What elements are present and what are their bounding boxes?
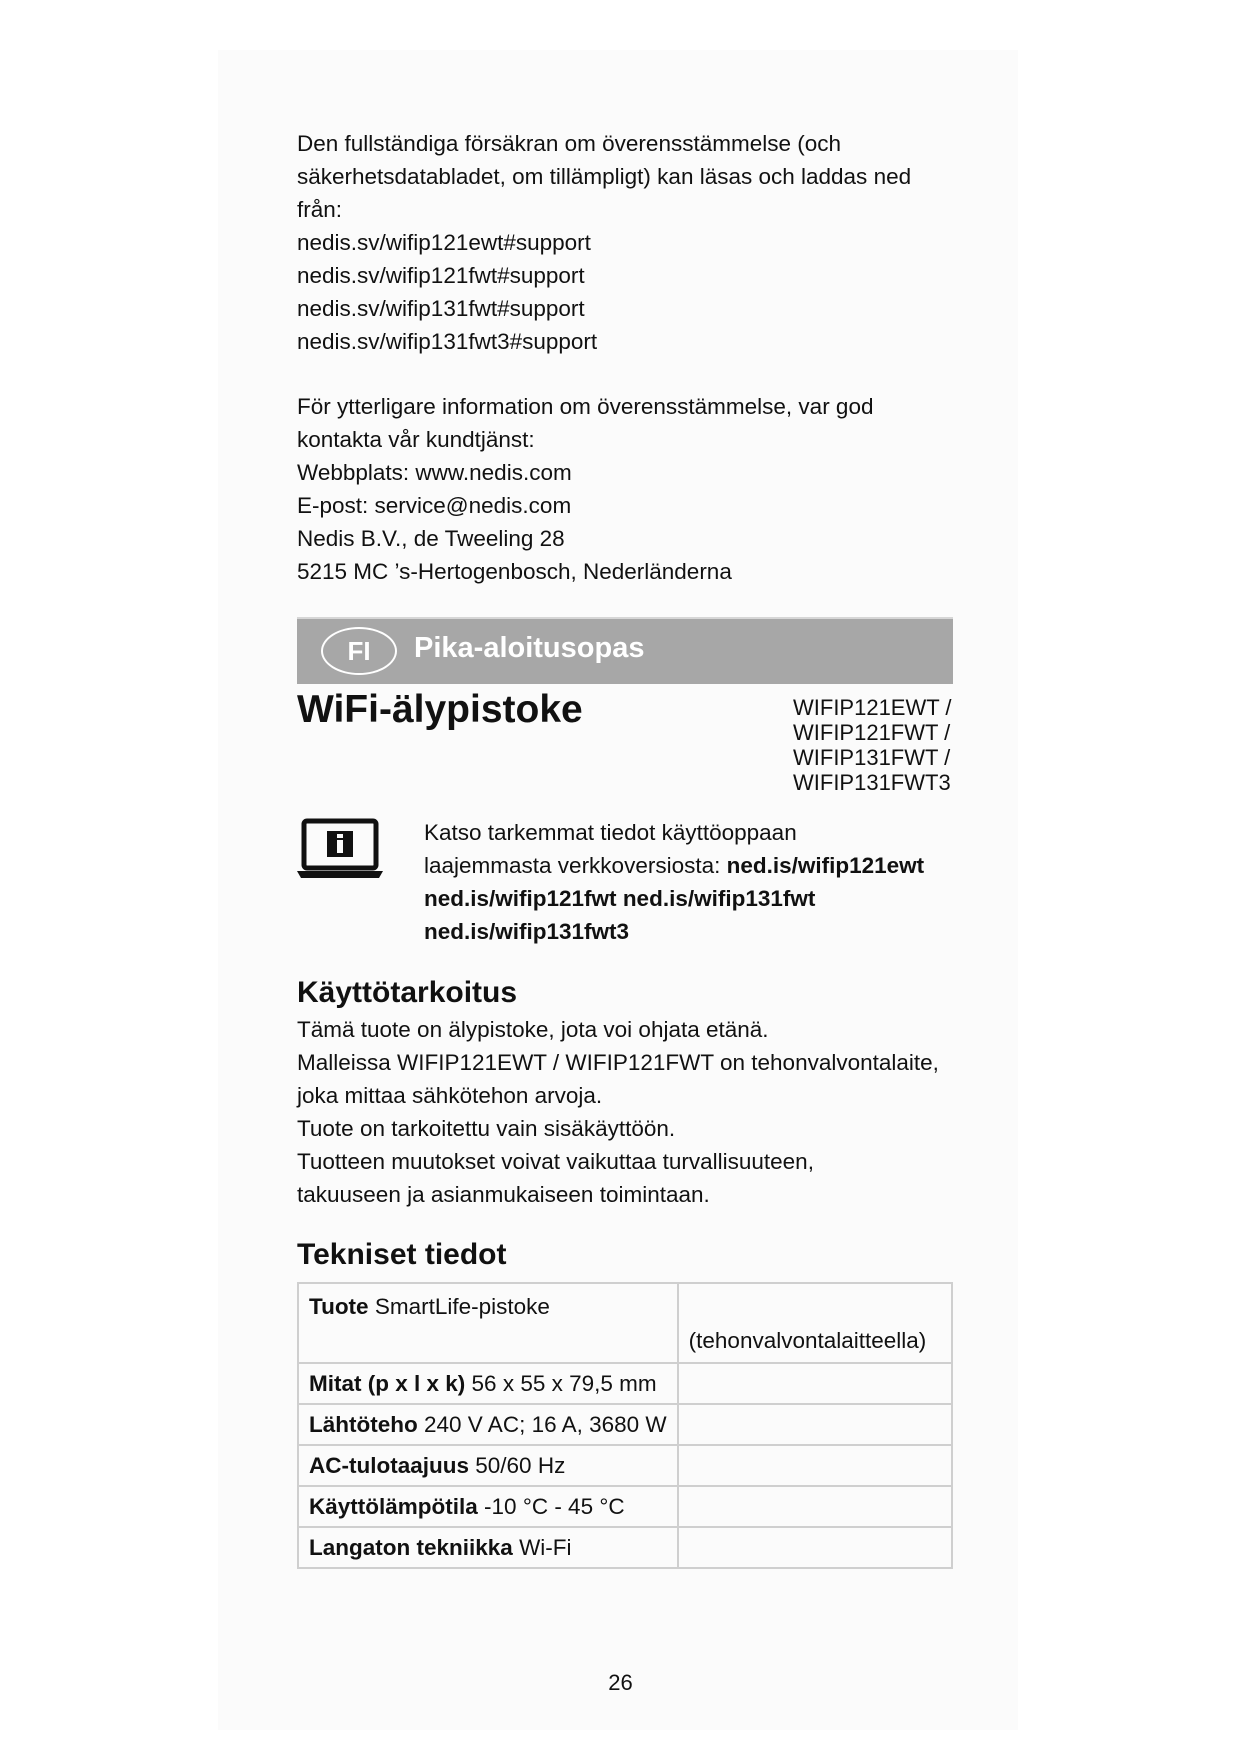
text-line: Tämä tuote on älypistoke, jota voi ohjata etänä. [297, 1017, 769, 1042]
spec-value: 50/60 Hz [475, 1452, 566, 1478]
specs-heading: Tekniset tiedot [297, 1238, 507, 1271]
spec-extra-cell [678, 1404, 952, 1445]
spec-cell [298, 1404, 678, 1445]
text-line [424, 882, 964, 915]
text-line: Katso tarkemmat tiedot käyttöoppaan [424, 820, 797, 845]
text-fragment: laajemmasta verkkoversiosta: [424, 853, 727, 878]
spec-value: 240 V AC; 16 A, 3680 W [424, 1411, 667, 1437]
spec-label: Tuote [309, 1294, 369, 1319]
model-number: WIFIP131FWT / [793, 745, 951, 770]
text-line: Malleissa WIFIP121EWT / WIFIP121FWT on tehonvalvontalaite, [297, 1050, 939, 1075]
address-line: Nedis B.V., de Tweeling 28 [297, 526, 565, 551]
support-link[interactable]: nedis.sv/wifip121fwt#support [297, 263, 585, 288]
purpose-paragraph [297, 1013, 957, 1211]
product-title: WiFi-älypistoke [297, 688, 583, 731]
address-line: 5215 MC ’s-Hertogenbosch, Nederländerna [297, 559, 732, 584]
spec-extra-cell [678, 1486, 952, 1527]
email-line[interactable]: E-post: service@nedis.com [297, 493, 572, 518]
manual-link[interactable]: ned.is/wifip131fwt3 [424, 919, 630, 944]
spec-extra-cell [678, 1363, 952, 1404]
model-list [793, 695, 952, 795]
table-row [298, 1404, 952, 1445]
text-line [424, 915, 964, 948]
language-badge: FI [321, 627, 397, 675]
text-line [424, 849, 964, 882]
text-line: Tuote on tarkoitettu vain sisäkäyttöön. [297, 1116, 676, 1141]
spec-cell [298, 1363, 678, 1404]
support-link[interactable]: nedis.sv/wifip131fwt#support [297, 296, 585, 321]
spec-extra-cell [678, 1527, 952, 1568]
table-row [298, 1363, 952, 1404]
table-row [298, 1445, 952, 1486]
support-link[interactable]: nedis.sv/wifip121ewt#support [297, 230, 591, 255]
table-row [298, 1486, 952, 1527]
model-number: WIFIP121FWT / [793, 720, 951, 745]
spec-label: Lähtöteho [309, 1411, 418, 1437]
spec-value: 56 x 55 x 79,5 mm [471, 1370, 657, 1396]
banner-title: Pika-aloitusopas [414, 632, 645, 664]
model-number: WIFIP121EWT / [793, 695, 952, 720]
support-link[interactable]: nedis.sv/wifip131fwt3#support [297, 329, 598, 354]
page-number: 26 [608, 1670, 633, 1695]
spec-cell [298, 1445, 678, 1486]
spec-label: AC-tulotaajuus [309, 1452, 469, 1478]
spec-value: SmartLife-pistoke [374, 1294, 550, 1319]
spec-label: Käyttölämpötila [309, 1493, 478, 1519]
spec-value: Wi-Fi [519, 1534, 572, 1560]
contact-paragraph [297, 390, 957, 588]
manual-link[interactable]: ned.is/wifip121ewt [726, 853, 925, 878]
text-line: För ytterligare information om överensstämmelse, var god [297, 394, 874, 419]
text-line: takuuseen ja asianmukaiseen toimintaan. [297, 1182, 710, 1207]
text-line: Tuotteen muutokset voivat vaikuttaa turvallisuuteen, [297, 1149, 814, 1174]
spec-label: Mitat (p x l x k) [309, 1370, 466, 1396]
online-manual-note [424, 816, 964, 948]
specs-table [297, 1282, 953, 1569]
manual-link[interactable]: ned.is/wifip121fwt [424, 886, 617, 911]
text-line: säkerhetsdatabladet, om tillämpligt) kan läsas och laddas ned [297, 164, 912, 189]
model-number: WIFIP131FWT3 [793, 770, 951, 795]
text-line: kontakta vår kundtjänst: [297, 427, 535, 452]
spec-label: Langaton tekniikka [309, 1534, 513, 1560]
text-line: från: [297, 197, 343, 222]
text-line: Den fullständiga försäkran om överensstämmelse (och [297, 131, 841, 156]
purpose-heading: Käyttötarkoitus [297, 976, 518, 1009]
table-row [298, 1527, 952, 1568]
spec-extra-cell [678, 1445, 952, 1486]
website-line[interactable]: Webbplats: www.nedis.com [297, 460, 572, 485]
spec-value: -10 °C - 45 °C [484, 1493, 625, 1519]
spec-cell [298, 1283, 678, 1363]
text-line: joka mittaa sähkötehon arvoja. [297, 1083, 603, 1108]
quick-start-banner [297, 617, 953, 684]
spec-extra-cell: (tehonvalvontalaitteella) [678, 1283, 952, 1363]
spec-cell [298, 1486, 678, 1527]
spec-cell [298, 1527, 678, 1568]
declaration-paragraph [297, 127, 957, 358]
manual-link[interactable]: ned.is/wifip131fwt [622, 886, 816, 911]
laptop-info-icon [297, 818, 383, 880]
table-row [298, 1283, 952, 1363]
